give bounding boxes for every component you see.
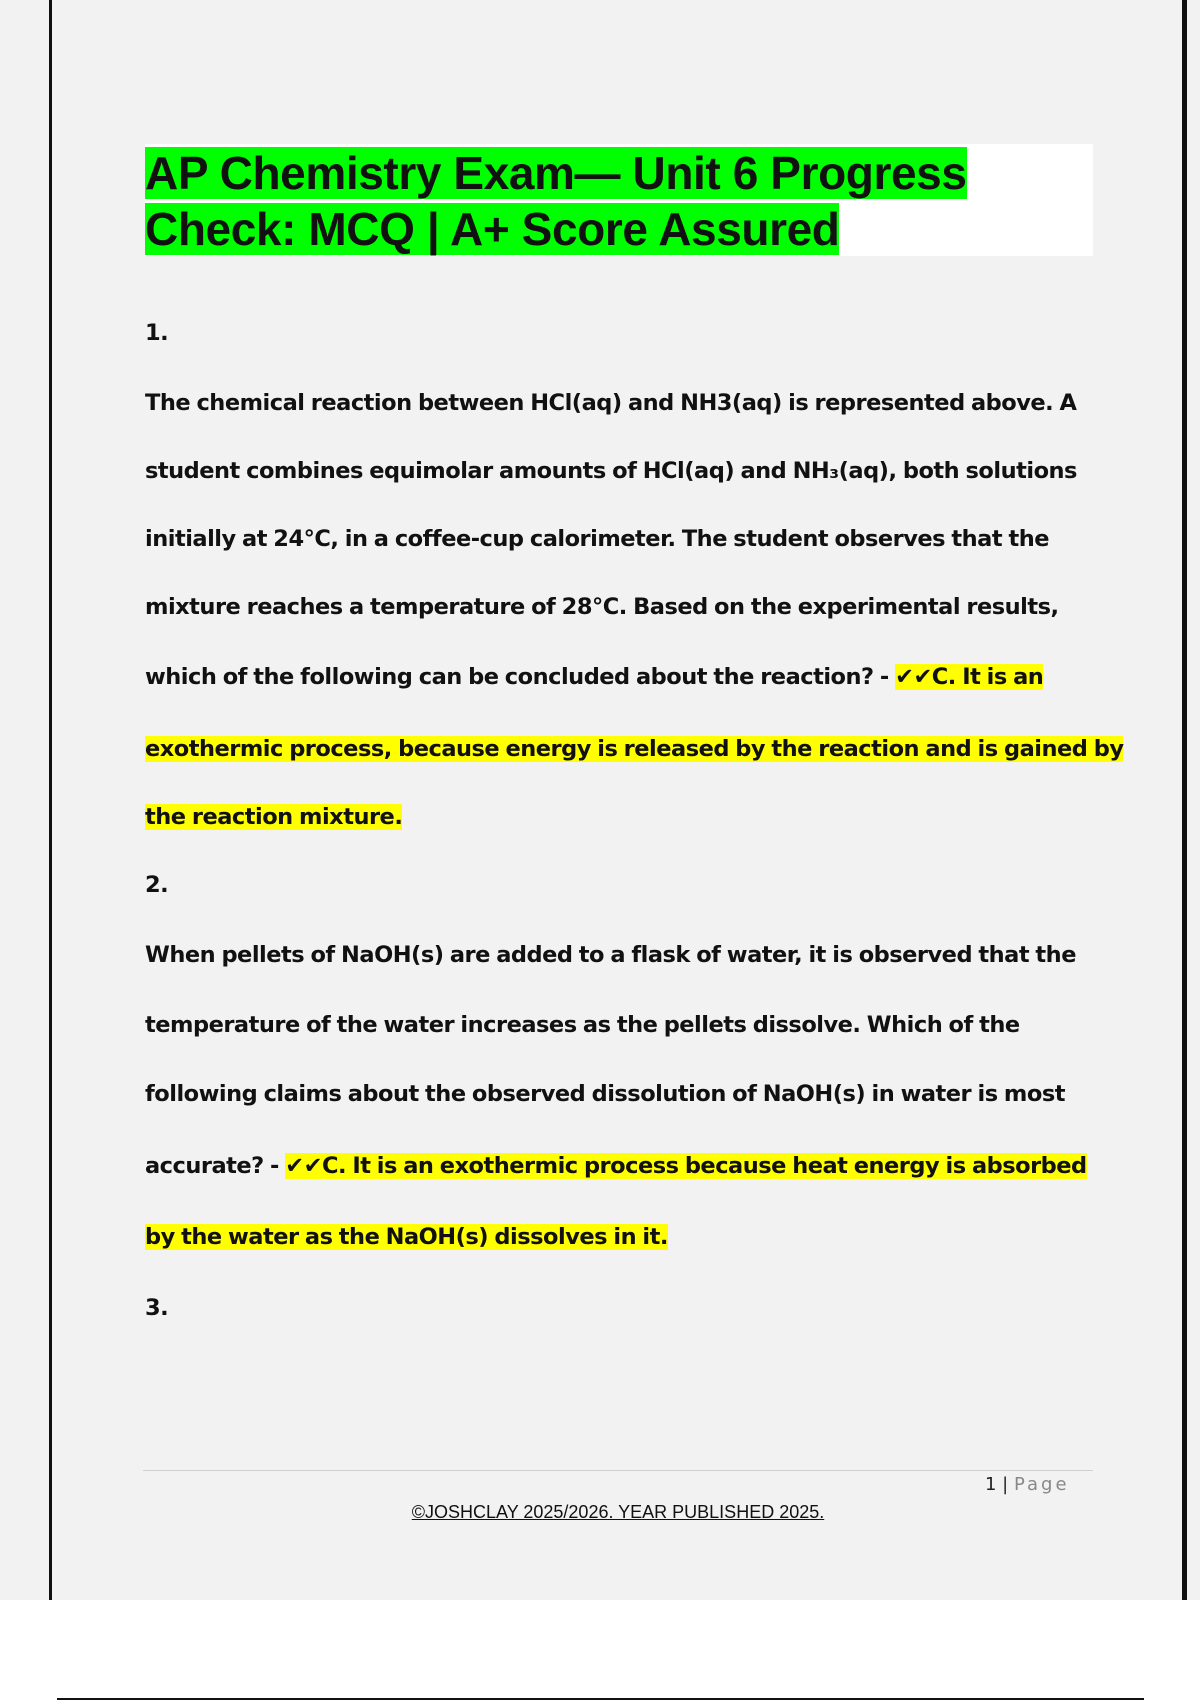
- question-2-answer-line-1: [145, 1224, 668, 1250]
- page-number-value: 1: [985, 1474, 997, 1495]
- document-title: [145, 145, 1075, 257]
- question-2-line-4: [145, 1153, 1087, 1179]
- question-1-prompt-end: which of the following can be concluded about the reaction? -: [145, 664, 896, 690]
- question-2-line-2: temperature of the water increases as the pellets dissolve. Which of the: [145, 1012, 1020, 1038]
- title-line-2: Check: MCQ | A+ Score Assured: [145, 203, 840, 255]
- page-label: Page: [1013, 1474, 1070, 1495]
- question-1-line-3: initially at 24°C, in a coffee-cup calorimeter. The student observes that the: [145, 526, 1049, 552]
- question-2-prompt-end: accurate? -: [145, 1153, 286, 1179]
- footer-divider: [143, 1470, 1093, 1471]
- answer-text: the reaction mixture.: [145, 804, 403, 830]
- page-border-right: [1182, 0, 1187, 1600]
- question-2-number: 2.: [145, 872, 169, 898]
- question-1-line-1: The chemical reaction between HCl(aq) and NH3(aq) is represented above. A: [145, 390, 1077, 416]
- question-2-line-3: following claims about the observed dissolution of NaOH(s) in water is most: [145, 1081, 1065, 1107]
- question-2-line-1: When pellets of NaOH(s) are added to a flask of water, it is observed that the: [145, 942, 1076, 968]
- question-3-number: 3.: [145, 1295, 169, 1321]
- copyright-notice: ©JOSHCLAY 2025/2026. YEAR PUBLISHED 2025.: [411, 1502, 825, 1522]
- question-1-answer-line-1: [145, 736, 1123, 762]
- question-1-line-2: student combines equimolar amounts of HCl(aq) and NH₃(aq), both solutions: [145, 458, 1077, 484]
- question-2-answer-start: ✔✔C. It is an exothermic process because heat energy is absorbed: [285, 1153, 1087, 1179]
- page-number-separator: |: [996, 1474, 1014, 1495]
- question-1-line-4: mixture reaches a temperature of 28°C. Based on the experimental results,: [145, 594, 1059, 620]
- answer-text: exothermic process, because energy is released by the reaction and is gained by: [145, 736, 1124, 762]
- question-1-answer-start: ✔✔C. It is an: [895, 664, 1044, 690]
- question-1-number: 1.: [145, 320, 169, 346]
- question-1-line-5: [145, 664, 1043, 690]
- question-1-answer-line-2: [145, 804, 402, 830]
- page-number: [985, 1474, 1070, 1495]
- title-line-1: AP Chemistry Exam— Unit 6 Progress: [145, 147, 967, 199]
- answer-text: by the water as the NaOH(s) dissolves in it.: [145, 1224, 668, 1250]
- page-border-left: [49, 0, 52, 1600]
